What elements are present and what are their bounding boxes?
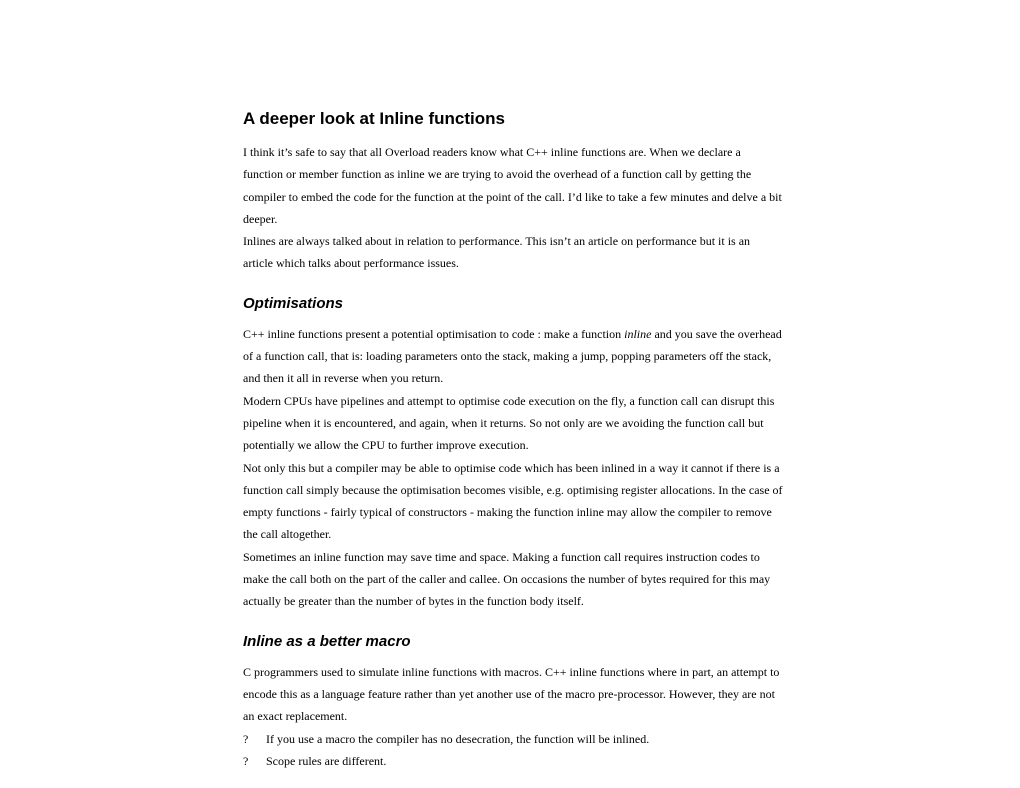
- bullet-text: Scope rules are different.: [266, 753, 387, 768]
- bullet-mark: ?: [243, 731, 249, 746]
- intro-paragraph-1: I think it’s safe to say that all Overload readers know what C++ inline functions are. When we declare a function or member function as inline we are trying to avoid the overhead of a function call by getting the compiler to embed the code for the function at the point of the call. I’d like to take a few minutes and delve a bit deeper.: [243, 145, 782, 226]
- intro-paragraph-2: Inlines are always talked about in relation to performance. This isn’t an article on performance but it is an article which talks about performance issues.: [243, 234, 751, 271]
- optimisations-p1-emphasis: inline: [624, 326, 652, 341]
- optimisations-paragraph-3: Not only this but a compiler may be able to optimise code which has been inlined in a way it cannot if there is a function call simply because the optimisation becomes visible, e.g. optimising register allocations. In the case of empty functions - fairly typical of constructors - making the function inline may allow the compiler to remove the call altogether.: [243, 460, 783, 542]
- article-title: A deeper look at Inline functions: [243, 109, 505, 128]
- bullet-text: If you use a macro the compiler has no desecration, the function will be inlined.: [266, 731, 650, 746]
- optimisations-p1-before: C++ inline functions present a potential optimisation to code : make a function: [243, 326, 625, 341]
- macro-bullet-list: [243, 728, 783, 773]
- optimisations-paragraph-4: Sometimes an inline function may save time and space. Making a function call requires instruction codes to make the call both on the part of the caller and callee. On occasions the number of bytes required for this may actually be greater than the number of bytes in the function body itself.: [243, 549, 771, 609]
- document-page: [243, 108, 783, 772]
- optimisations-paragraph-1: [243, 323, 783, 390]
- macro-heading: Inline as a better macro: [243, 632, 411, 650]
- optimisations-p1-after: and you save the overhead of a function call, that is: loading parameters onto the stack, making a jump, popping parameters off the stack, and then it all in reverse when you return.: [243, 326, 782, 386]
- optimisations-paragraph-2: Modern CPUs have pipelines and attempt to optimise code execution on the fly, a function call can disrupt this pipeline when it is encountered, and again, when it returns. So not only are we avoiding the function call but potentially we allow the CPU to further improve execution.: [243, 393, 775, 453]
- macro-paragraph-1: C programmers used to simulate inline functions with macros. C++ inline functions where in part, an attempt to encode this as a language feature rather than yet another use of the macro pre-processor. However, they are not an exact replacement.: [243, 664, 780, 724]
- bullet-mark: ?: [243, 753, 249, 768]
- optimisations-heading: Optimisations: [243, 294, 344, 312]
- list-item: [243, 728, 783, 750]
- list-item: [243, 750, 783, 772]
